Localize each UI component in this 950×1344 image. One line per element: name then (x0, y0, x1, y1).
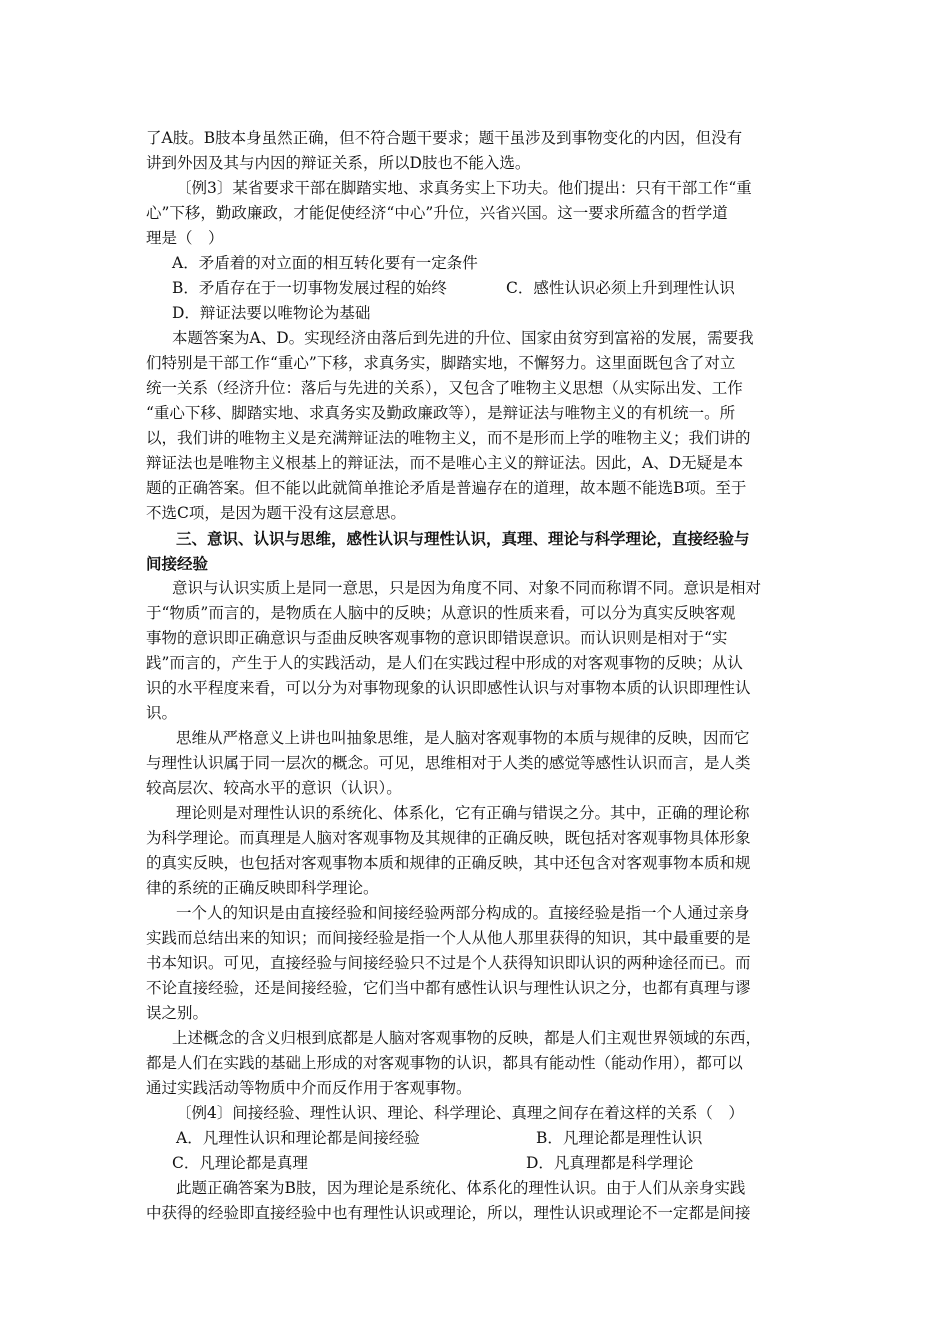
text-line: “重心下移、脚踏实地、求真务实及勤政廉政等），是辩证法与唯物主义的有机统一。所 (146, 404, 736, 422)
text-line: 识的水平程度来看，可以分为对事物现象的认识即感性认识与对事物本质的认识即理性认 (146, 679, 751, 697)
text-line: 们特别是干部工作“重心”下移，求真务实，脚踏实地，不懈努力。这里面既包含了对立 (146, 354, 736, 372)
text-line: 了A肢。B肢本身虽然正确，但不符合题干要求；题干虽涉及到事物变化的内因，但没有 (146, 129, 743, 147)
option-a: A．凡理性认识和理论都是间接经验 (176, 1129, 420, 1147)
paragraph-start: 上述概念的含义归根到底都是人脑对客观事物的反映，都是人们主观世界领域的东西， (172, 1029, 762, 1047)
paragraph-start: 思维从严格意义上讲也叫抽象思维，是人脑对客观事物的本质与规律的反映，因而它 (176, 729, 750, 747)
text-line: 心”下移，勤政廉政，才能促使经济“中心”升位，兴省兴国。这一要求所蕴含的哲学道 (146, 204, 728, 222)
example-3-question: 〔例3〕某省要求干部在脚踏实地、求真务实上下功夫。他们提出：只有干部工作“重 (176, 179, 752, 197)
text-line: 较高层次、较高水平的意识（认识）。 (146, 779, 402, 797)
text-line: 理是（ ） (146, 229, 224, 247)
text-line: 不选C项，是因为题干没有这层意思。 (146, 504, 406, 522)
text-line: 践”而言的，产生于人的实践活动，是人们在实践过程中形成的对客观事物的反映；从认 (146, 654, 743, 672)
text-line: 误之别。 (146, 1004, 209, 1022)
section-heading-cont: 间接经验 (146, 554, 209, 573)
text-line: 实践而总结出来的知识；而间接经验是指一个人从他人那里获得的知识，其中最重要的是 (146, 929, 751, 947)
option-d: D．辩证法要以唯物论为基础 (172, 304, 371, 322)
option-c: C．凡理论都是真理 (172, 1154, 308, 1172)
text-line: 事物的意识即正确意识与歪曲反映客观事物的意识即错误意识。而认识则是相对于“实 (146, 629, 728, 647)
text-line: 为科学理论。而真理是人脑对客观事物及其规律的正确反映，既包括对客观事物具体形象 (146, 829, 751, 847)
text-line: 律的系统的正确反映即科学理论。 (146, 879, 379, 897)
text-line: 讲到外因及其与内因的辩证关系，所以D肢也不能入选。 (146, 154, 531, 172)
option-d: D．凡真理都是科学理论 (526, 1154, 694, 1172)
paragraph-start: 意识与认识实质上是同一意思，只是因为角度不同、对象不同而称谓不同。意识是相对 (172, 579, 762, 597)
text-line: 书本知识。可见，直接经验与间接经验只不过是个人获得知识即认识的两种途径而已。而 (146, 954, 751, 972)
text-line: 都是人们在实践的基础上形成的对客观事物的认识，都具有能动性（能动作用），都可以 (146, 1054, 743, 1072)
text-line: 辩证法也是唯物主义根基上的辩证法，而不是唯心主义的辩证法。因此，A、D无疑是本 (146, 454, 744, 472)
section-heading: 三、意识、认识与思维，感性认识与理性认识，真理、理论与科学理论，直接经验与 (176, 529, 750, 548)
text-line: 题的正确答案。但不能以此就简单推论矛盾是普遍存在的道理，故本题不能选B项。至于 (146, 479, 747, 497)
option-b: B．凡理论都是理性认识 (536, 1129, 703, 1147)
option-c: C．感性认识必须上升到理性认识 (506, 279, 735, 297)
text-line: 识。 (146, 704, 178, 722)
text-line: 统一关系（经济升位：落后与先进的关系），又包含了唯物主义思想（从实际出发、工作 (146, 379, 743, 397)
option-a: A．矛盾着的对立面的相互转化要有一定条件 (172, 254, 478, 272)
option-b: B．矛盾存在于一切事物发展过程的始终 (172, 279, 447, 297)
text-line: 于“物质”而言的，是物质在人脑中的反映；从意识的性质来看，可以分为真实反映客观 (146, 604, 736, 622)
text-line: 的真实反映，也包括对客观事物本质和规律的正确反映，其中还包含对客观事物本质和规 (146, 854, 751, 872)
text-line: 中获得的经验即直接经验中也有理性认识或理论，所以，理性认识或理论不一定都是间接 (146, 1204, 751, 1222)
paragraph-start: 一个人的知识是由直接经验和间接经验两部分构成的。直接经验是指一个人通过亲身 (176, 904, 750, 922)
text-line: 通过实践活动等物质中介而反作用于客观事物。 (146, 1079, 472, 1097)
paragraph-start: 理论则是对理性认识的系统化、体系化，它有正确与错误之分。其中，正确的理论称 (176, 804, 750, 822)
answer-paragraph: 本题答案为A、D。实现经济由落后到先进的升位、国家由贫穷到富裕的发展，需要我 (172, 329, 754, 347)
answer-paragraph: 此题正确答案为B肢，因为理论是系统化、体系化的理性认识。由于人们从亲身实践 (176, 1179, 746, 1197)
text-line: 与理性认识属于同一层次的概念。可见，思维相对于人类的感觉等感性认识而言，是人类 (146, 754, 751, 772)
text-line: 不论直接经验，还是间接经验，它们当中都有感性认识与理性认识之分，也都有真理与谬 (146, 979, 751, 997)
example-4-question: 〔例4〕间接经验、理性认识、理论、科学理论、真理之间存在着这样的关系（ ） (176, 1104, 744, 1122)
text-line: 以，我们讲的唯物主义是充满辩证法的唯物主义，而不是形而上学的唯物主义；我们讲的 (146, 429, 751, 447)
